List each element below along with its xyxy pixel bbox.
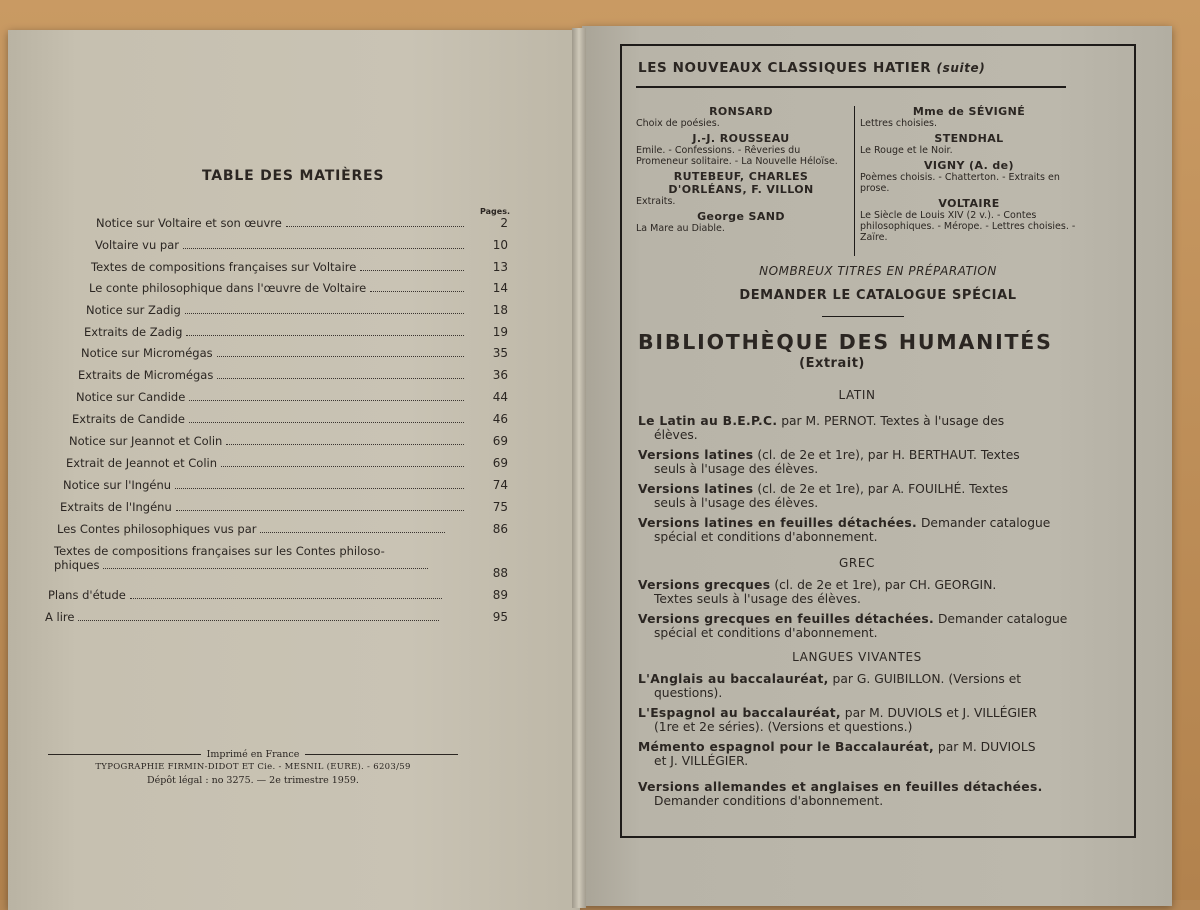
catalogue-entry: Versions latines (cl. de 2e et 1re), par H. BERTHAUT. Textes seuls à l'usage des élèves. <box>638 448 1020 476</box>
author-name: RUTEBEUF, CHARLES D'ORLÉANS, F. VILLON <box>668 170 814 196</box>
section-heading-grec: GREC <box>839 556 875 570</box>
toc-page-number: 18 <box>492 303 508 317</box>
author-works: Extraits. <box>636 196 676 207</box>
author-works: Poèmes choisis. - Chatterton. - Extraits en prose. <box>860 172 1060 194</box>
toc-entry: Extraits de l'Ingénu <box>60 500 470 514</box>
author-name: RONSARD <box>709 105 773 118</box>
toc-page-number: 13 <box>492 260 508 274</box>
catalogue-entry: Versions latines en feuilles détachées. Demander catalogue spécial et conditions d'abonnement. <box>638 516 1051 544</box>
toc-page-number: 10 <box>492 238 508 252</box>
authors-left-column <box>636 102 846 236</box>
catalogue-entry: Versions latines (cl. de 2e et 1re), par A. FOUILHÉ. Textes seuls à l'usage des élèves. <box>638 482 1008 510</box>
toc-entry: Notice sur Voltaire et son œuvre <box>96 216 470 230</box>
authors-right-column <box>860 102 1078 245</box>
book-spine <box>572 28 586 908</box>
imprint-printer: TYPOGRAPHIE FIRMIN-DIDOT ET Cie. - MESNIL (EURE). - 6203/59 <box>95 762 411 772</box>
author-name: VIGNY (A. de) <box>924 159 1014 172</box>
author-name: Mme de SÉVIGNÉ <box>912 105 1026 118</box>
toc-page-number: 86 <box>492 522 508 536</box>
catalogue-entry: Mémento espagnol pour le Baccalauréat, par M. DUVIOLS et J. VILLÉGIER. <box>638 740 1036 768</box>
section-heading-langues-vivantes: LANGUES VIVANTES <box>792 650 922 664</box>
imprint-block <box>48 748 458 787</box>
toc-page-number: 35 <box>492 346 508 360</box>
toc-entry: Voltaire vu par <box>95 238 470 252</box>
section-rule <box>822 316 904 317</box>
toc-entry: Notice sur l'Ingénu <box>63 478 470 492</box>
toc-entry: Extraits de Zadig <box>84 325 470 339</box>
catalogue-box <box>620 44 1136 838</box>
author-works: Choix de poésies. <box>636 118 720 129</box>
imprint-country: Imprimé en France <box>206 749 300 760</box>
toc-entry: Les Contes philosophiques vus par <box>57 522 451 536</box>
toc-entry: Extraits de Candide <box>72 412 470 426</box>
header-rule <box>636 86 1066 88</box>
toc-entry: Extrait de Jeannot et Colin <box>66 456 470 470</box>
toc-entry: Notice sur Jeannot et Colin <box>69 434 470 448</box>
author-works: Le Siècle de Louis XIV (2 v.). - Contes philosophiques. - Mérope. - Lettres choisies. - Zaïre. <box>860 210 1076 243</box>
author-name: VOLTAIRE <box>938 197 1000 210</box>
toc-page-number: 74 <box>492 478 508 492</box>
author-works: Lettres choisies. <box>860 118 938 129</box>
toc-page-number: 14 <box>492 281 508 295</box>
catalogue-entry: L'Espagnol au baccalauréat, par M. DUVIOLS et J. VILLÉGIER (1re et 2e séries). (Versions et questions.) <box>638 706 1037 734</box>
toc-entry: A lire <box>45 610 445 624</box>
toc-title: TABLE DES MATIÈRES <box>202 168 385 184</box>
author-name: STENDHAL <box>934 132 1004 145</box>
toc-entry: Extraits de Micromégas <box>78 368 470 382</box>
catalogue-entry: Versions allemandes et anglaises en feuilles détachées. Demander conditions d'abonnement. <box>638 780 1043 808</box>
catalogue-entry: Versions grecques en feuilles détachées. Demander catalogue spécial et conditions d'abonnement. <box>638 612 1068 640</box>
toc-entry: Plans d'étude <box>48 588 448 602</box>
catalogue-request: DEMANDER LE CATALOGUE SPÉCIAL <box>739 288 1017 303</box>
toc-page-number: 75 <box>492 500 508 514</box>
catalogue-entry: Versions grecques (cl. de 2e et 1re), par CH. GEORGIN. Textes seuls à l'usage des élèves. <box>638 578 997 606</box>
bibliotheque-title: BIBLIOTHÈQUE DES HUMANITÉS <box>638 330 1053 354</box>
toc-entry: Notice sur Micromégas <box>81 346 470 360</box>
in-preparation-note: NOMBREUX TITRES EN PRÉPARATION <box>759 264 997 278</box>
toc-page-number: 69 <box>492 434 508 448</box>
bibliotheque-subtitle: (Extrait) <box>799 356 865 371</box>
column-divider <box>854 106 855 256</box>
toc-page-number: 95 <box>492 610 508 624</box>
toc-page-number: 89 <box>492 588 508 602</box>
section-heading-latin: LATIN <box>838 388 876 402</box>
toc-page-number: 2 <box>500 216 508 230</box>
toc-page-number: 36 <box>492 368 508 382</box>
author-name: George SAND <box>697 210 785 223</box>
toc-page-number: 69 <box>492 456 508 470</box>
catalogue-entry: Le Latin au B.E.P.C. par M. PERNOT. Textes à l'usage des élèves. <box>638 414 1005 442</box>
toc-page-number: 46 <box>492 412 508 426</box>
catalogue-entry: L'Anglais au baccalauréat, par G. GUIBILLON. (Versions et questions). <box>638 672 1022 700</box>
imprint-legal-deposit: Dépôt légal : no 3275. — 2e trimestre 1959. <box>147 775 359 786</box>
toc-entry: Notice sur Zadig <box>86 303 470 317</box>
toc-entry: Notice sur Candide <box>76 390 470 404</box>
author-works: La Mare au Diable. <box>636 223 725 234</box>
toc-entry-multiline: Textes de compositions françaises sur les Contes philoso- phiques <box>54 544 454 572</box>
author-name: J.-J. ROUSSEAU <box>692 132 790 145</box>
toc-page-number: 88 <box>492 566 508 580</box>
toc-page-number: 44 <box>492 390 508 404</box>
toc-page-number: 19 <box>492 325 508 339</box>
toc-entry: Textes de compositions françaises sur Voltaire <box>91 260 470 274</box>
author-works: Emile. - Confessions. - Rêveries du Promeneur solitaire. - La Nouvelle Héloïse. <box>636 145 838 167</box>
author-works: Le Rouge et le Noir. <box>860 145 953 156</box>
toc-pages-header: Pages. <box>480 207 510 216</box>
toc-entry: Le conte philosophique dans l'œuvre de Voltaire <box>89 281 470 295</box>
series-header: LES NOUVEAUX CLASSIQUES HATIER (suite) <box>638 60 986 76</box>
